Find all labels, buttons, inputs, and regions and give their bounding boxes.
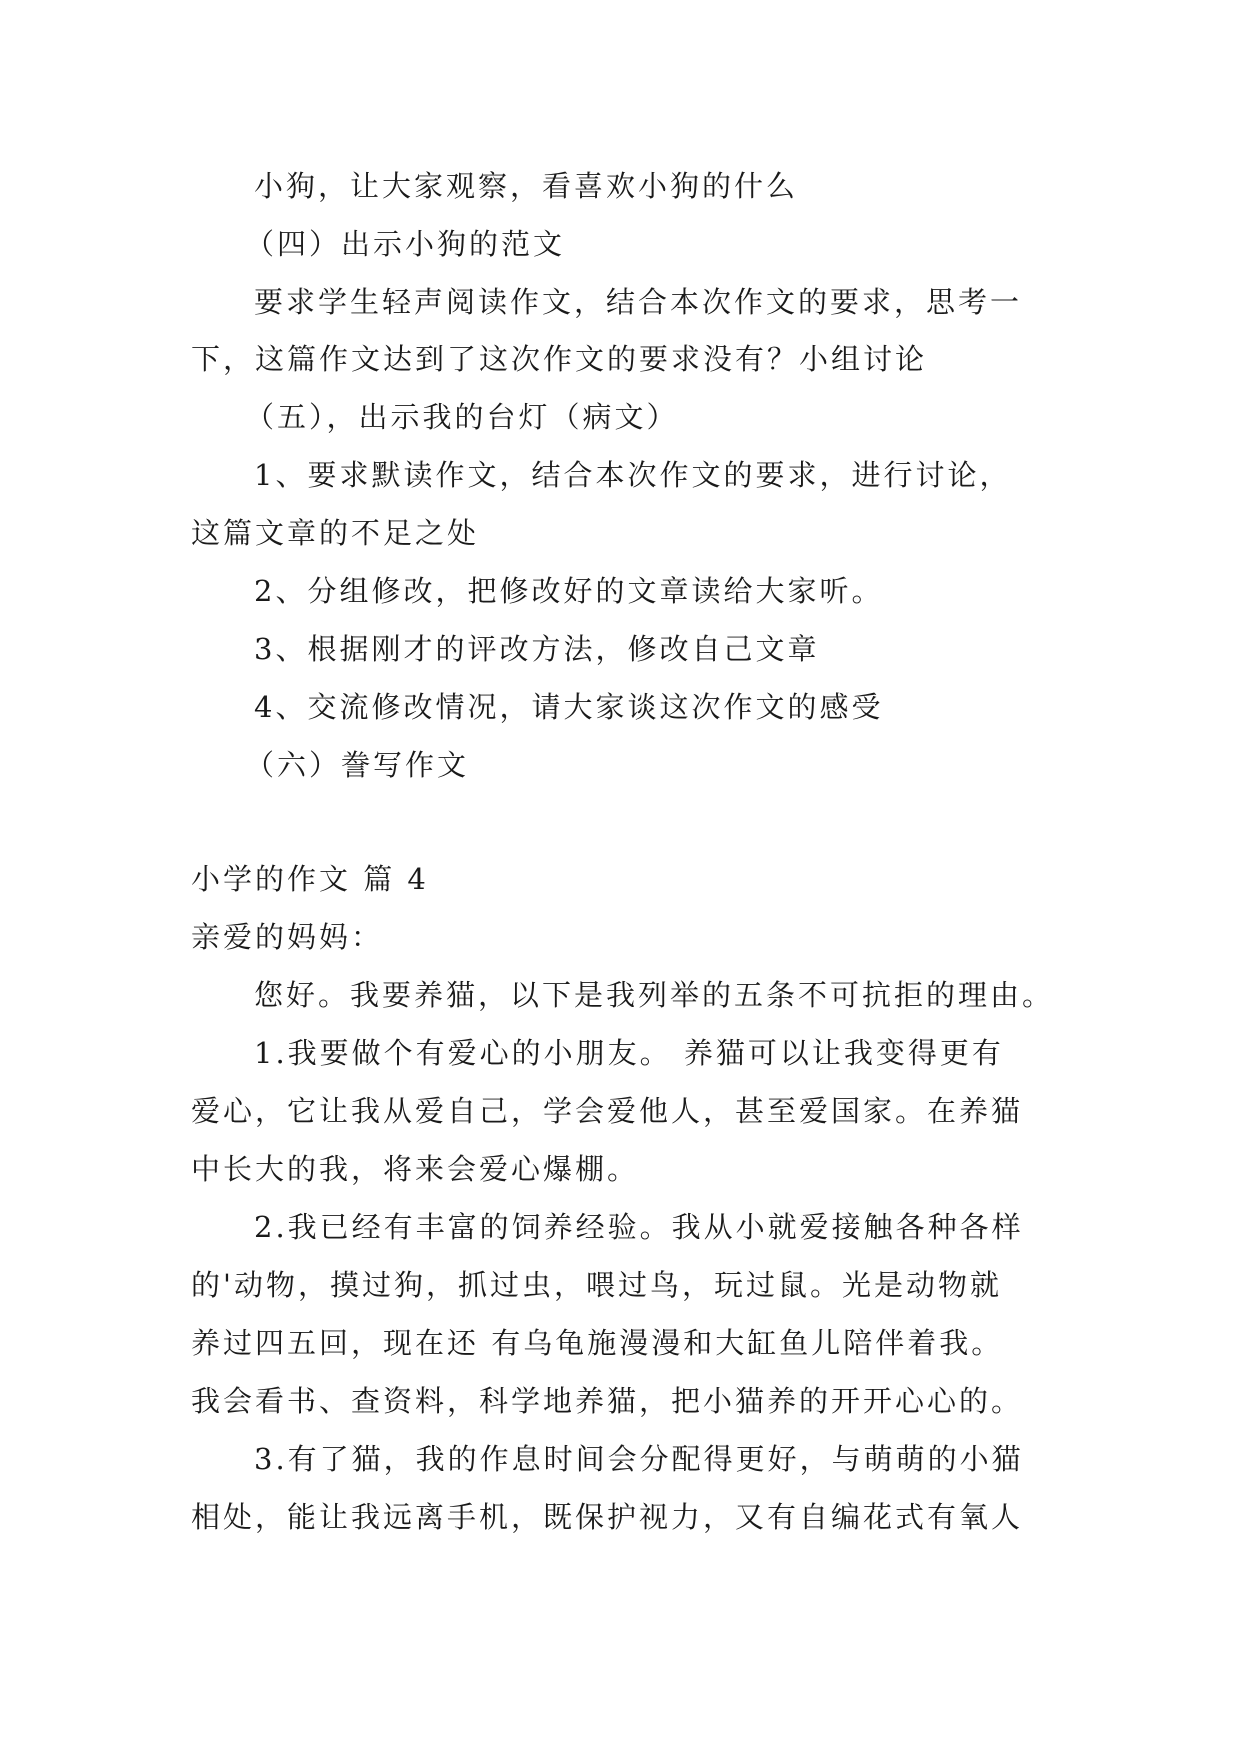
paragraph-line: 下，这篇作文达到了这次作文的要求没有？小组讨论 [191, 342, 928, 376]
paragraph-line: 4、交流修改情况，请大家谈这次作文的感受 [254, 690, 884, 724]
paragraph-line: 要求学生轻声阅读作文，结合本次作文的要求，思考一 [254, 285, 1023, 319]
paragraph-line: 2、分组修改，把修改好的文章读给大家听。 [254, 574, 884, 608]
paragraph-line: 这篇文章的不足之处 [191, 516, 480, 550]
letter-greeting: 亲爱的妈妈： [191, 920, 384, 954]
paragraph-line: 3.有了猫，我的作息时间会分配得更好，与萌萌的小猫 [254, 1442, 1024, 1476]
paragraph-line: 相处，能让我远离手机，既保护视力，又有自编花式有氧人 [191, 1500, 1024, 1534]
paragraph-line: 2.我已经有丰富的饲养经验。我从小就爱接触各种各样 [254, 1210, 1024, 1244]
paragraph-line: 1.我要做个有爱心的小朋友。 养猫可以让我变得更有 [254, 1036, 1004, 1070]
paragraph-line: 小狗，让大家观察，看喜欢小狗的什么 [254, 169, 799, 203]
paragraph-line: 您好。我要养猫，以下是我列举的五条不可抗拒的理由。 [254, 978, 1055, 1012]
paragraph-line: 我会看书、查资料，科学地养猫，把小猫养的开开心心的。 [191, 1384, 1024, 1418]
paragraph-line: 3、根据刚才的评改方法，修改自己文章 [254, 632, 820, 666]
paragraph-line: 1、要求默读作文，结合本次作文的要求，进行讨论， [254, 458, 1012, 492]
paragraph-line: 养过四五回，现在还 有乌龟施漫漫和大缸鱼儿陪伴着我。 [191, 1326, 1004, 1360]
paragraph-line: 中长大的我，将来会爱心爆棚。 [191, 1152, 640, 1186]
heading-line: （六）誊写作文 [245, 748, 470, 782]
heading-line: （四）出示小狗的范文 [245, 227, 566, 261]
paragraph-line: 爱心，它让我从爱自己，学会爱他人，甚至爱国家。在养猫 [191, 1094, 1024, 1128]
heading-line: （五），出示我的台灯（病文） [245, 400, 679, 434]
section-title: 小学的作文 篇 4 [191, 862, 429, 896]
paragraph-line: 的'动物，摸过狗，抓过虫，喂过鸟，玩过鼠。光是动物就 [191, 1268, 1002, 1302]
